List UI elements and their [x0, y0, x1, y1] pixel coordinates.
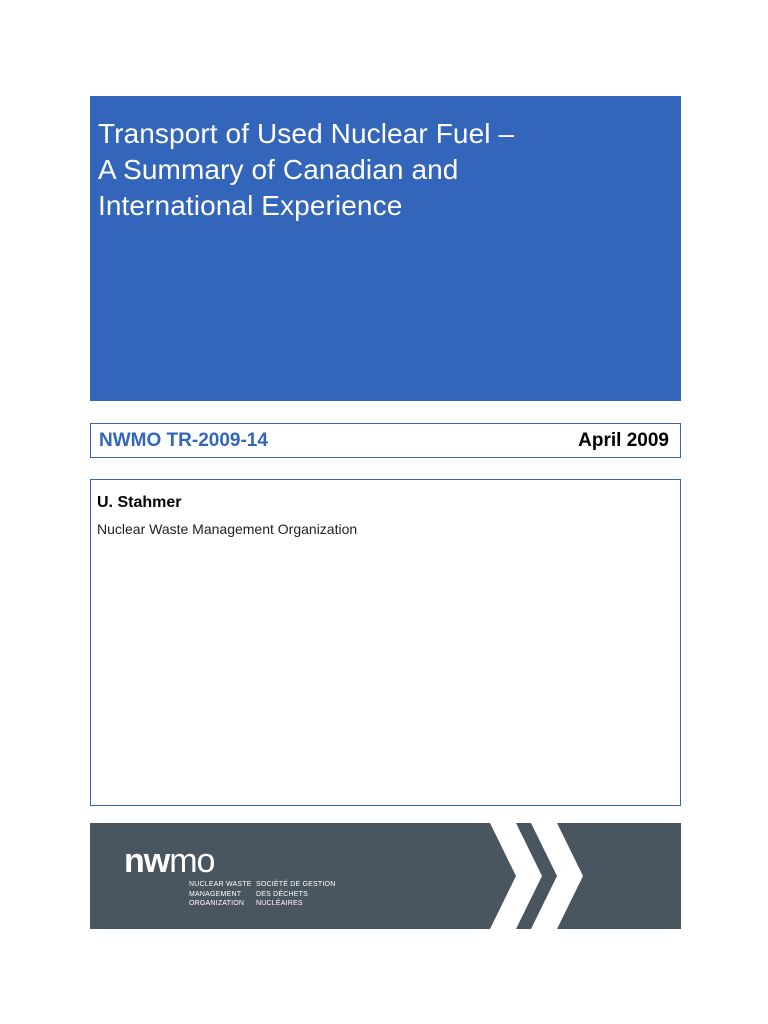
nwmo-logo-wordmark — [124, 842, 214, 880]
title-line-1: Transport of Used Nuclear Fuel – — [98, 118, 515, 149]
chevron-arrows-icon — [481, 823, 681, 929]
chevron-left-icon — [490, 823, 542, 929]
report-date: April 2009 — [578, 429, 669, 451]
title-line-3: International Experience — [98, 190, 403, 221]
title-line-2: A Summary of Canadian and — [98, 154, 459, 185]
logo-wordmark-bold: nw — [124, 842, 170, 880]
report-number: NWMO TR-2009-14 — [99, 429, 268, 451]
title-block — [90, 96, 681, 401]
logo-french-line-1: SOCIÉTÉ DE GESTION — [256, 881, 336, 888]
logo-english-text — [189, 880, 252, 909]
logo-english-line-1: NUCLEAR WASTE — [189, 881, 252, 888]
report-info-bar — [90, 423, 681, 458]
author-organization: Nuclear Waste Management Organization — [97, 521, 358, 537]
logo-french-line-2: DES DÉCHETS — [256, 890, 308, 898]
logo-english-line-3: ORGANIZATION — [189, 900, 245, 907]
author-name: U. Stahmer — [97, 494, 182, 511]
logo-french-text — [256, 880, 335, 909]
logo-wordmark-light: mo — [169, 842, 215, 880]
footer-logo-band — [90, 823, 681, 929]
logo-english-line-2: MANAGEMENT — [189, 890, 242, 898]
logo-french-line-3: NUCLÉAIRES — [256, 900, 303, 907]
author-box — [90, 479, 681, 806]
